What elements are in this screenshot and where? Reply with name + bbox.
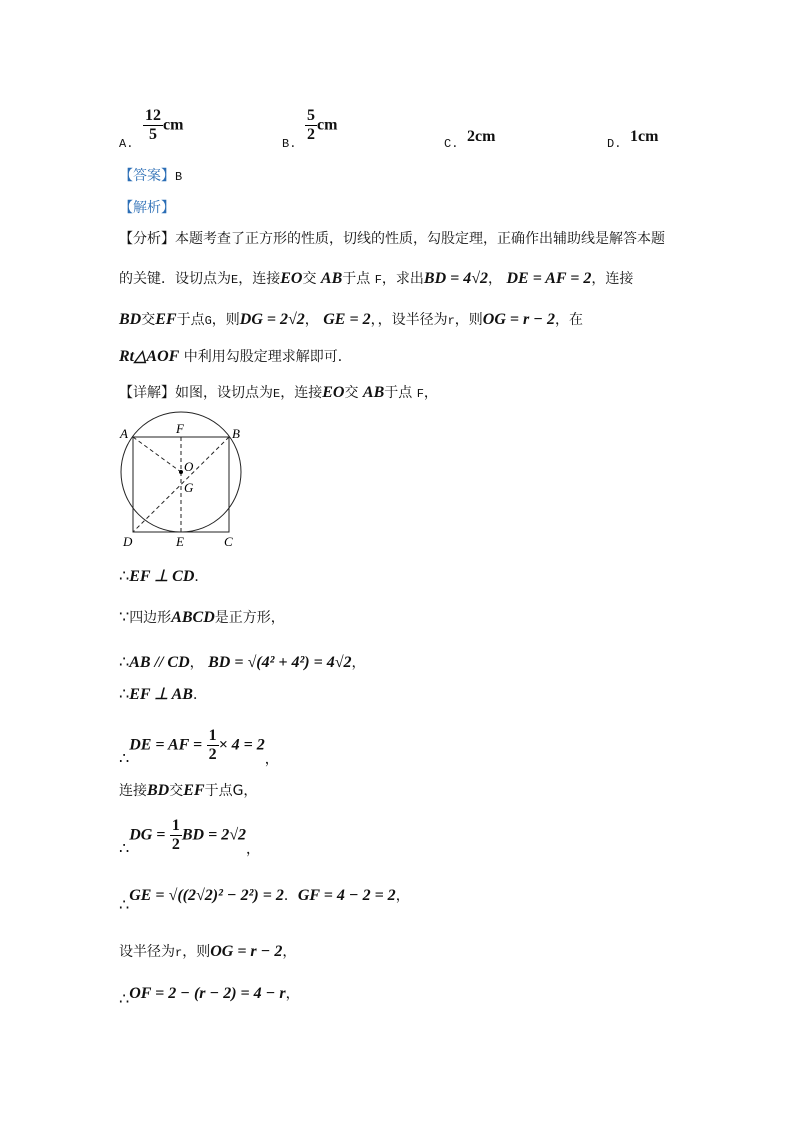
- text: ，: [246, 841, 260, 858]
- numerator: 1: [171, 817, 180, 834]
- text: 本题考查了正方形的性质，切线的性质，勾股定理，正确作出辅助线是解答本题: [175, 231, 665, 247]
- label-f: F: [176, 421, 184, 436]
- text: ，则: [211, 312, 240, 328]
- label-b: B: [232, 426, 240, 441]
- math: × 4 = 2: [218, 736, 265, 754]
- text: r: [175, 946, 183, 960]
- label-g: G: [184, 480, 194, 495]
- option-d-letter: D.: [607, 137, 622, 151]
- therefore-symbol: ∴: [119, 895, 130, 914]
- text: ，则: [454, 312, 483, 328]
- step-8: [119, 885, 410, 914]
- text: 设半径为: [119, 944, 175, 960]
- step-9: [119, 941, 296, 961]
- math: ABCD: [171, 609, 215, 626]
- text: ，连接: [280, 385, 323, 401]
- answer-value: B: [175, 170, 183, 184]
- text: ，: [264, 751, 279, 768]
- label-c: C: [224, 534, 233, 549]
- text: G: [204, 314, 212, 328]
- text: 交: [302, 271, 317, 287]
- fenxi-tag: 【分析】: [119, 231, 175, 247]
- therefore-symbol: ∴: [119, 566, 130, 585]
- step-5: [119, 727, 279, 769]
- text: ，则: [182, 944, 211, 960]
- answer-line: [119, 165, 182, 185]
- math: OG = r − 2: [210, 943, 283, 960]
- math: BD = 4√2: [423, 270, 489, 287]
- answer-tag: 【答案】: [119, 168, 175, 184]
- label-e: E: [176, 534, 184, 549]
- math: DG = 2√2: [239, 311, 305, 328]
- text: ，: [423, 385, 438, 401]
- option-a-value: [143, 107, 183, 144]
- text: ，: [351, 655, 366, 671]
- math: EO: [322, 384, 345, 401]
- math: GE = 2: [323, 311, 371, 328]
- option-a-letter: A.: [119, 137, 134, 151]
- step-3: [119, 652, 366, 672]
- text: E: [273, 387, 281, 401]
- therefore-symbol: ∴: [119, 652, 130, 671]
- text: 四边形: [129, 610, 172, 626]
- math: BD: [119, 311, 142, 328]
- denominator: 2: [307, 126, 315, 143]
- step-2: [119, 607, 285, 627]
- math: BD = 2√2: [181, 826, 246, 844]
- label-o: O: [184, 459, 194, 474]
- math: AB: [362, 384, 385, 401]
- text: 的关键．设切点为: [119, 271, 231, 287]
- therefore-symbol: ∴: [119, 684, 130, 703]
- analysis-line-3: [119, 309, 583, 329]
- math: BD: [147, 782, 170, 799]
- math: EF: [155, 311, 177, 328]
- math: DG =: [129, 826, 166, 844]
- text: 交: [344, 385, 359, 401]
- text: ，连接: [238, 271, 281, 287]
- math: DE = AF = 2: [506, 270, 592, 287]
- therefore-symbol: ∴: [119, 989, 130, 1008]
- text: ，连接: [591, 271, 634, 287]
- text: ．: [192, 687, 207, 703]
- numerator: 1: [208, 727, 217, 744]
- step-1: [119, 566, 208, 586]
- denominator: 2: [171, 836, 180, 853]
- text: 中利用勾股定理求解即可．: [183, 349, 352, 365]
- label-d: D: [123, 534, 133, 549]
- step-4: [119, 684, 207, 704]
- text: F: [416, 387, 424, 401]
- math: GE = √((2√2)² − 2²) = 2: [129, 887, 284, 904]
- text: ，: [304, 312, 319, 328]
- segment-ao: [133, 437, 181, 472]
- center-point: [179, 470, 183, 474]
- detail-tag: 【详解】: [119, 385, 175, 401]
- option-c-letter: C.: [444, 137, 459, 151]
- math: EF ⊥ AB: [129, 686, 193, 703]
- text: ．: [194, 569, 209, 585]
- math: AB: [320, 270, 343, 287]
- text: 于点: [384, 385, 413, 401]
- text: ，求出: [381, 271, 424, 287]
- unit: cm: [163, 116, 184, 134]
- option-b-value: [305, 107, 337, 144]
- text: E: [231, 273, 239, 287]
- step-6: [119, 780, 257, 800]
- text: ，: [488, 271, 503, 287]
- math: GF = 4 − 2 = 2: [297, 887, 396, 904]
- math: EF ⊥ CD: [129, 568, 195, 585]
- analysis-line-2: [119, 268, 633, 288]
- option-d-value: 1cm: [630, 128, 659, 145]
- therefore-symbol: ∴: [119, 748, 130, 768]
- label-a: A: [120, 426, 128, 441]
- math: OF = 2 − (r − 2) = 4 − r: [129, 985, 286, 1002]
- numerator: 5: [307, 107, 315, 124]
- text: ，在: [554, 312, 583, 328]
- numerator: 12: [145, 107, 161, 124]
- text: 交: [169, 783, 184, 799]
- because-symbol: ∵: [119, 607, 130, 626]
- math: EF: [183, 782, 205, 799]
- denominator: 5: [149, 126, 157, 143]
- text: ．: [283, 888, 298, 904]
- text: 于点: [342, 271, 371, 287]
- text: ，设半径为: [377, 312, 448, 328]
- analysis-line-4: [119, 346, 352, 366]
- option-c-value: 2cm: [467, 128, 496, 145]
- text: ，: [370, 312, 378, 328]
- unit: cm: [317, 116, 338, 134]
- geometry-figure: [110, 405, 260, 550]
- math: EO: [280, 270, 303, 287]
- text: 连接: [119, 783, 147, 799]
- math: AB // CD: [129, 654, 190, 671]
- text: ，: [395, 888, 410, 904]
- text: 如图，设切点为: [175, 385, 273, 401]
- text: ，: [189, 655, 204, 671]
- analysis-tag: 【解析】: [119, 200, 175, 216]
- text: ，: [285, 986, 300, 1002]
- math: OG = r − 2: [482, 311, 555, 328]
- denominator: 2: [208, 746, 217, 763]
- text: r: [447, 314, 455, 328]
- therefore-symbol: ∴: [119, 838, 130, 858]
- math: DE = AF =: [129, 736, 203, 754]
- text: 是正方形，: [214, 610, 285, 626]
- math: Rt△AOF: [119, 348, 180, 365]
- text: 交: [141, 312, 156, 328]
- text: 于点: [176, 312, 205, 328]
- step-7: [119, 817, 260, 859]
- text: F: [374, 273, 382, 287]
- text: ，: [282, 944, 297, 960]
- option-b-letter: B.: [282, 137, 297, 151]
- analysis-line-1: [119, 228, 665, 248]
- math: BD = √(4² + 4²) = 4√2: [208, 654, 352, 671]
- detail-line-1: [119, 382, 438, 402]
- text: 于点G，: [204, 783, 258, 799]
- step-10: [119, 983, 300, 1008]
